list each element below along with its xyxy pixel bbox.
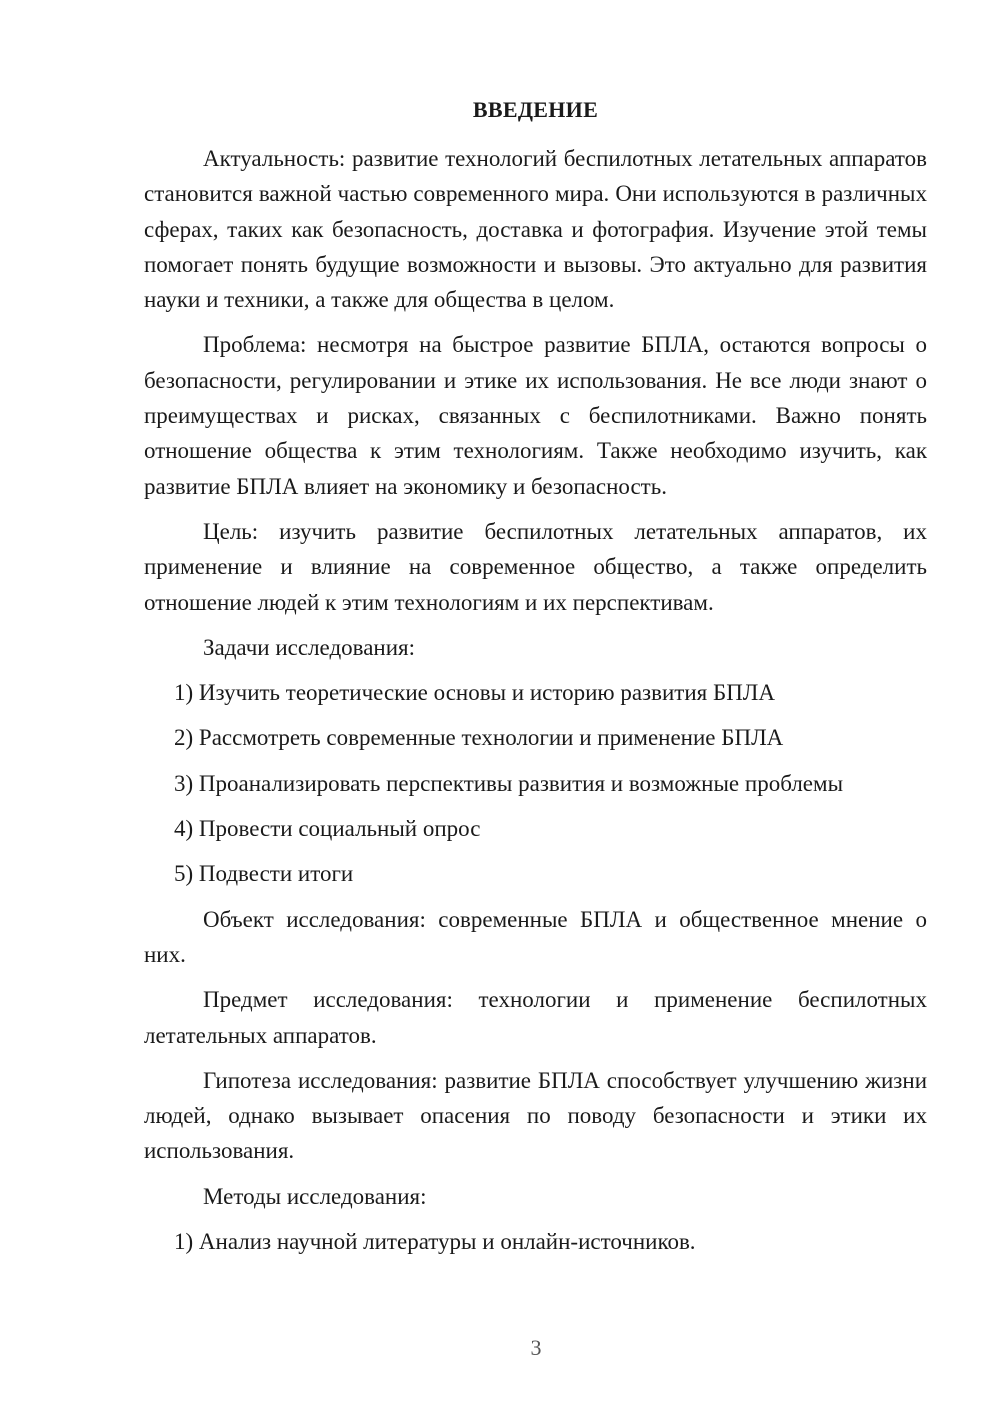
paragraph-goal: Цель: изучить развитие беспилотных летательных аппаратов, их применение и влияние на современное общество, а также определить отношение людей к этим технологиям и их перспективам.: [144, 518, 927, 615]
paragraph-object: Объект исследования: современные БПЛА и общественное мнение о них.: [144, 906, 927, 967]
list-item: 1) Анализ научной литературы и онлайн-источников.: [174, 1229, 696, 1255]
methods-heading: Методы исследования:: [203, 1183, 427, 1209]
list-item: 5) Подвести итоги: [174, 861, 354, 887]
tasks-heading: Задачи исследования:: [203, 634, 416, 660]
list-item: 2) Рассмотреть современные технологии и применение БПЛА: [174, 725, 784, 751]
tasks-list: [144, 675, 927, 891]
paragraph-relevance: Актуальность: развитие технологий беспилотных летательных аппаратов становится важной частью современного мира. Они используются в различных сферах, таких как безопасность, доставка и фотография. Изучение этой темы помогает понять будущие возможности и вызовы. Это актуально для развития науки и техники, а также для общества в целом.: [144, 146, 927, 313]
methods-list: [144, 1224, 927, 1259]
list-item: 3) Проанализировать перспективы развития и возможные проблемы: [174, 770, 844, 796]
paragraph-hypothesis: Гипотеза исследования: развитие БПЛА способствует улучшению жизни людей, однако вызывает опасения по поводу безопасности и этики их использования.: [144, 1067, 927, 1164]
list-item: 4) Провести социальный опрос: [174, 816, 481, 842]
paragraph-subject: Предмет исследования: технологии и применение беспилотных летательных аппаратов.: [144, 987, 927, 1048]
list-item: 1) Изучить теоретические основы и историю развития БПЛА: [174, 680, 776, 706]
paragraph-problem: Проблема: несмотря на быстрое развитие БПЛА, остаются вопросы о безопасности, регулировании и этике их использования. Не все люди знают о преимуществах и рисках, связанных с беспилотниками. Важно понять отношение общества к этим технологиям. Также необходимо изучить, как развитие БПЛА влияет на экономику и безопасность.: [144, 332, 927, 499]
page-content: [144, 92, 927, 1269]
page-number: 3: [530, 1335, 542, 1360]
page-title: ВВЕДЕНИЕ: [472, 97, 599, 122]
